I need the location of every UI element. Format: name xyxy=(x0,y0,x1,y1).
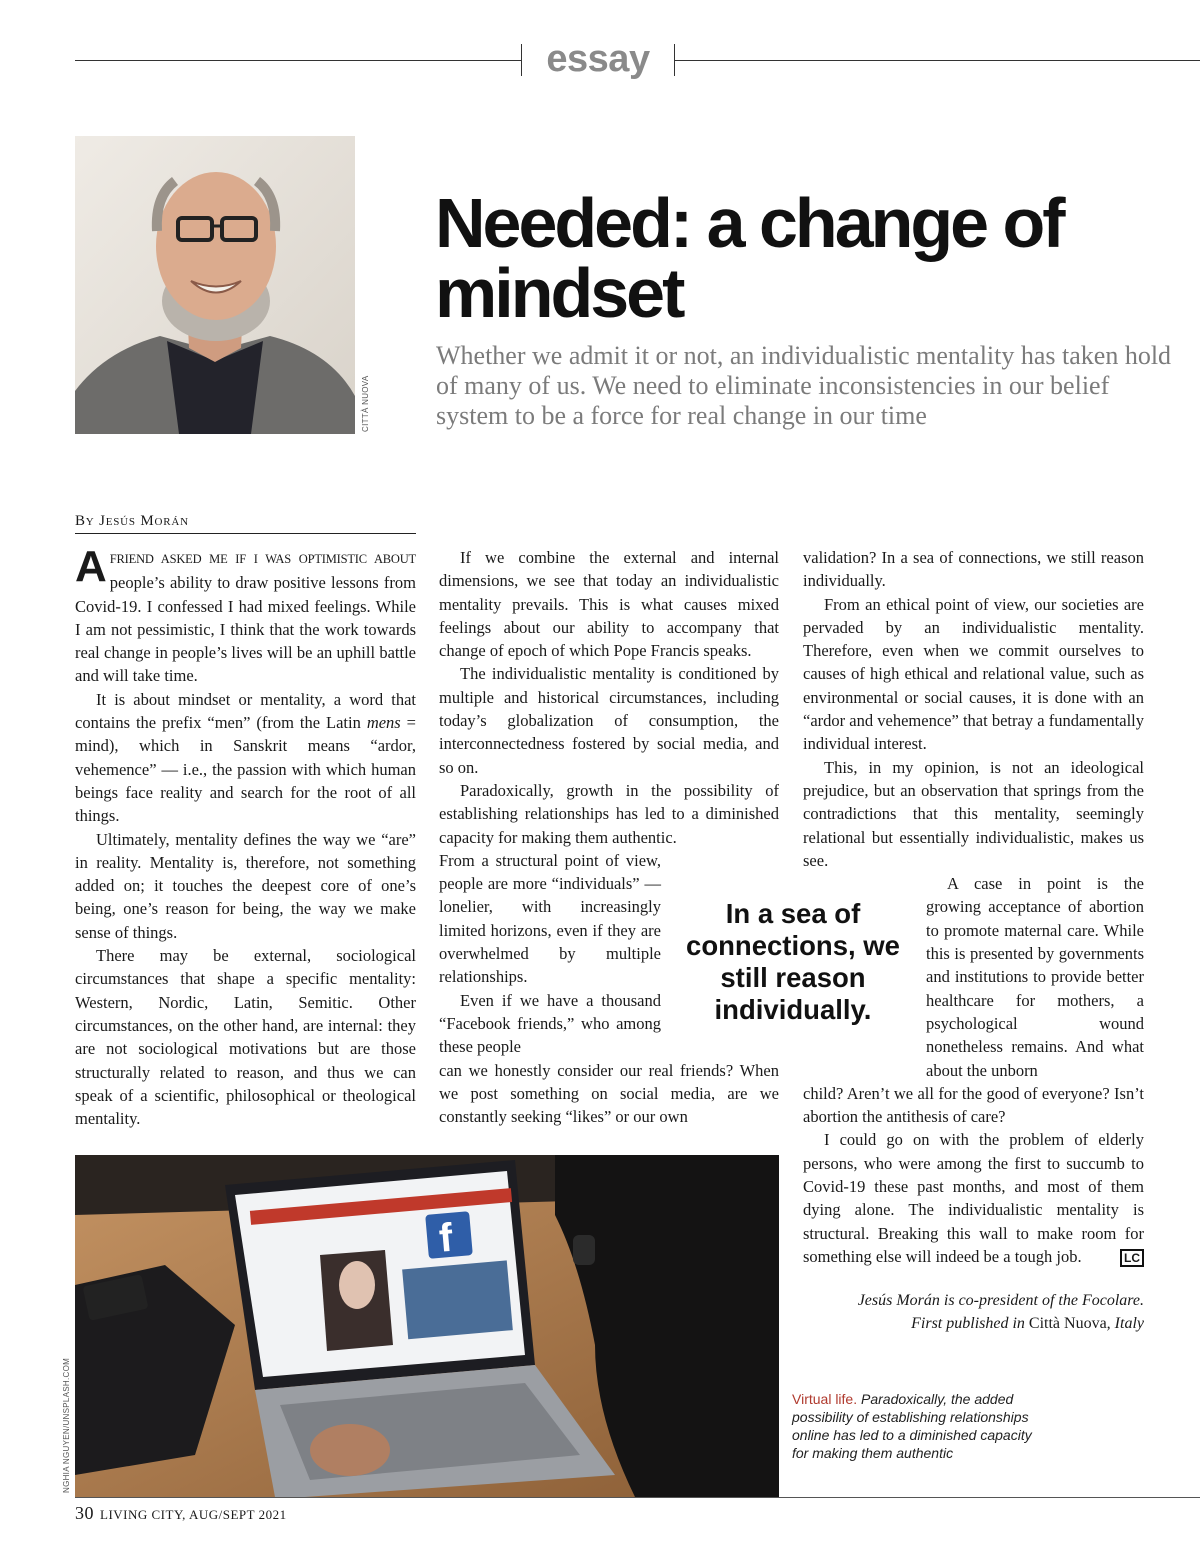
lead-paragraph xyxy=(75,542,416,688)
column-2 xyxy=(439,546,779,1128)
bio-line-2-a: First published in xyxy=(911,1315,1029,1332)
column-3 xyxy=(803,546,1144,1268)
paragraph: The individualistic mentality is conditioned by multiple and historical circumstances, including today’s globalization of consumption, the interconnectedness fostered by social media, and so on. xyxy=(439,664,779,777)
photo-caption xyxy=(792,1390,1042,1462)
paragraph: child? Aren’t we all for the good of everyone? Isn’t abortion the antithesis of care? xyxy=(803,1083,1144,1127)
page-number: 30 xyxy=(75,1503,94,1523)
lead-in-caps: FRIEND ASKED ME IF I WAS OPTIMISTIC ABOUT xyxy=(109,552,416,566)
paragraph-text: = mind), which in Sanskrit means “ardor, vehemence” — i.e., the passion with which human beings face reality and search for the root of all things. xyxy=(75,713,416,826)
bio-line-2-c: , xyxy=(1106,1315,1115,1332)
author-portrait xyxy=(75,136,355,434)
paragraph: A case in point is the growing acceptance of abortion to promote maternal care. While this is presented by governments and institutions to provide better healthcare for mothers, a psychological wound nonetheless remains. And what about the unborn xyxy=(926,874,1144,1080)
author-portrait-image xyxy=(75,136,355,434)
header-rule-right xyxy=(675,60,1200,61)
latin-term: mens xyxy=(366,713,401,733)
section-label: essay xyxy=(546,38,650,80)
portrait-credit: CITTÀ NUOVA xyxy=(361,375,370,432)
paragraph: From an ethical point of view, our societies are pervaded by an individualistic mentality. Therefore, even when we commit ourselves to causes of high ethical and relational value, such as environmental or social causes, it is done with an “ardor and vehemence” that betray a fundamentally individual interest. xyxy=(803,594,1144,754)
bio-country: Italy xyxy=(1114,1315,1144,1332)
pull-quote: In a sea of connections, we still reason individually. xyxy=(686,898,900,1025)
column-3-narrow xyxy=(926,872,1144,1082)
bio-line-1: Jesús Morán is co-president of the Focolare. xyxy=(857,1292,1144,1309)
laptop-photo-image xyxy=(75,1155,779,1497)
paragraph: Even if we have a thousand “Facebook friends,” who among these people xyxy=(439,990,661,1057)
paragraph: This, in my opinion, is not an ideological prejudice, but an observation that springs from the contradictions that this mentality, seemingly relational but essentially individualistic, makes us see. xyxy=(803,757,1144,870)
end-mark-icon: LC xyxy=(1120,1249,1144,1267)
paragraph: Paradoxically, growth in the possibility of establishing relationships has led to a diminished capacity for making them authentic. xyxy=(439,780,779,847)
column-1 xyxy=(75,542,416,1130)
svg-text:f: f xyxy=(437,1215,455,1261)
paragraph: validation? In a sea of connections, we still reason individually. xyxy=(803,548,1144,591)
article-title: Needed: a change of mindset xyxy=(435,184,1063,332)
bio-publication: Città Nuova xyxy=(1028,1315,1107,1332)
paragraph xyxy=(75,688,416,828)
paragraph: can we honestly consider our real friends? When we post something on social media, are we constantly seeking “likes” or our own xyxy=(439,1060,779,1127)
byline: By Jesús Morán xyxy=(75,513,416,534)
paragraph: Ultimately, mentality defines the way we “are” in reality. Mentality is, therefore, not something added on; it touches the deepest core of one’s being, one’s reason for being, the way we make sense of things. xyxy=(75,829,416,942)
paragraph-text: I could go on with the problem of elderly persons, who were among the first to succumb to Covid-19 these past months, and most of them dying alone. The individualistic mentality is structural. Breaking this wall to make room for something else will indeed be a tough job. xyxy=(803,1130,1144,1266)
header-rule-left xyxy=(75,60,521,61)
article-dek: Whether we admit it or not, an individualistic mentality has taken hold of many of us. We need to eliminate inconsistencies in our belief system to be a force for real change in our time xyxy=(436,341,1172,430)
drop-cap: A xyxy=(75,542,107,591)
laptop-photo xyxy=(75,1155,779,1497)
caption-label: Virtual life. xyxy=(792,1391,858,1407)
paragraph: From a structural point of view, people are more “individuals” — lonelier, with increasingly limited horizons, even if they are overwhelmed by multiple relationships. xyxy=(439,850,661,987)
footer-rule xyxy=(75,1497,1200,1498)
author-bio xyxy=(800,1289,1144,1335)
page-footer xyxy=(75,1503,287,1524)
publication-name: LIVING CITY, AUG/SEPT 2021 xyxy=(100,1507,287,1522)
photo-credit: NGHIA NGUYEN/UNSPLASH.COM xyxy=(62,1357,71,1493)
paragraph xyxy=(803,1128,1144,1268)
paragraph-text: It is about mindset or mentality, a word that contains the prefix “men” (from the Latin xyxy=(75,689,416,733)
column-2-narrow xyxy=(439,849,661,1059)
caption-text: Paradoxically, the added possibility of establishing relationships online has led to a diminished capacity for making them authentic xyxy=(792,1391,1032,1461)
paragraph: There may be external, sociological circumstances that shape a specific mentality: Western, Nordic, Latin, Semitic. Other circumstances, on the other hand, are internal: they are not sociological motivations but are those structurally related to reason, and thus we can speak of a scientific, philosophical or theological mentality. xyxy=(75,946,416,1129)
paragraph: If we combine the external and internal dimensions, we see that today an individualistic mentality prevails. This is what causes mixed feelings about our ability to accompany that change of epoch of which Pope Francis speaks. xyxy=(439,548,779,661)
paragraph-text: people’s ability to draw positive lessons from Covid-19. I confessed I had mixed feelings. While I am not pessimistic, I think that the work towards real change in people’s lives will be an uphill battle and will take time. xyxy=(75,573,416,686)
